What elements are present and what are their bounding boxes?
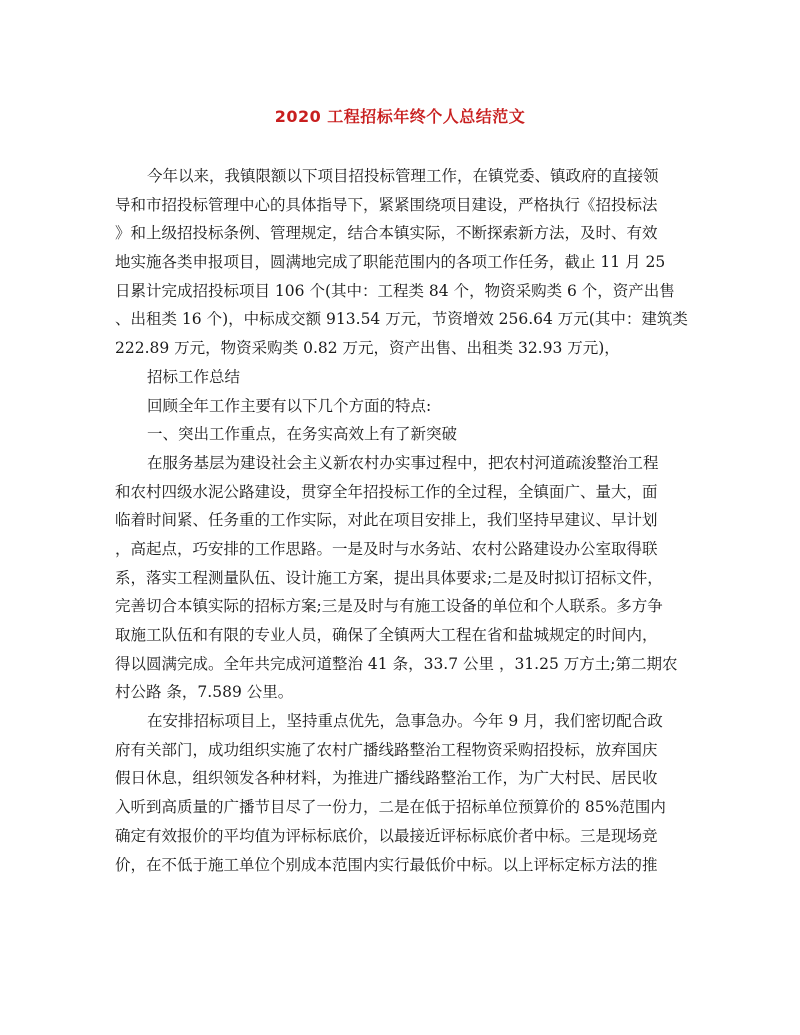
document-title: 2020 工程招标年终个人总结范文 [274,107,526,126]
text-line: 回顾全年工作主要有以下几个方面的特点: [147,396,432,415]
text-line: 假日休息，组织领发各种材料，为推进广播线路整治工作，为广大村民、居民收 [115,769,658,788]
text-line: 、出租类 16 个)，中标成交额 913.54 万元，节资增效 256.64 万元(其中：建筑类 [115,310,688,329]
text-line: 今年以来，我镇限额以下项目招投标管理工作，在镇党委、镇政府的直接领 [147,167,659,185]
text-line: 得以圆满完成。全年共完成河道整治 41 条，33.7 公里 ，31.25 万方土;第二期农 [115,654,678,673]
text-line: 和农村四级水泥公路建设，贯穿全年招投标工作的全过程，全镇面广、量大，面 [115,482,658,501]
text-line: 在安排招标项目上，坚持重点优先，急事急办。今年 9 月，我们密切配合政 [147,712,663,731]
text-line: 完善切合本镇实际的招标方案;三是及时与有施工设备的单位和个人联系。多方争 [115,597,663,616]
text-line: 》和上级招投标条例、管理规定，结合本镇实际，不断探索新方法，及时、有效 [115,224,658,243]
text-line: 府有关部门，成功组织实施了农村广播线路整治工程物资采购招投标，放弃国庆 [115,740,658,759]
text-line: 系，落实工程测量队伍、设计施工方案，提出具体要求;二是及时拟订招标文件， [115,568,663,587]
text-line: ，高起点，巧安排的工作思路。一是及时与水务站、农村公路建设办公室取得联 [115,539,658,558]
text-line: 入听到高质量的广播节目尽了一份力，二是在低于招标单位预算价的 85%范围内 [115,798,666,817]
text-line: 确定有效报价的平均值为评标标底价，以最接近评标标底价者中标。三是现场竞 [115,826,658,845]
text-line: 在服务基层为建设社会主义新农村办实事过程中，把农村河道疏浚整治工程 [147,453,659,472]
text-line: 222.89 万元，物资采购类 0.82 万元，资产出售、出租类 32.93 万元)， [115,339,620,358]
text-line: 导和市招投标管理中心的具体指导下，紧紧围绕项目建设，严格执行《招投标法 [115,195,658,214]
section-heading: 一、突出工作重点，在务实高效上有了新突破 [147,425,458,444]
text-line: 价，在不低于施工单位个别成本范围内实行最低价中标。以上评标定标方法的推 [115,855,658,874]
text-line: 临着时间紧、任务重的工作实际，对此在项目安排上，我们坚持早建议、早计划 [115,511,658,530]
text-line: 取施工队伍和有限的专业人员，确保了全镇两大工程在省和盐城规定的时间内， [115,626,658,644]
section-heading: 招标工作总结 [147,367,241,386]
text-line: 村公路 条，7.589 公里。 [115,683,294,702]
document-body [115,162,690,879]
text-line: 地实施各类申报项目，圆满地完成了职能范围内的各项工作任务，截止 11 月 25 [115,253,666,272]
text-line: 日累计完成招投标项目 106 个(其中：工程类 84 个，物资采购类 6 个，资产出售 [115,281,675,300]
